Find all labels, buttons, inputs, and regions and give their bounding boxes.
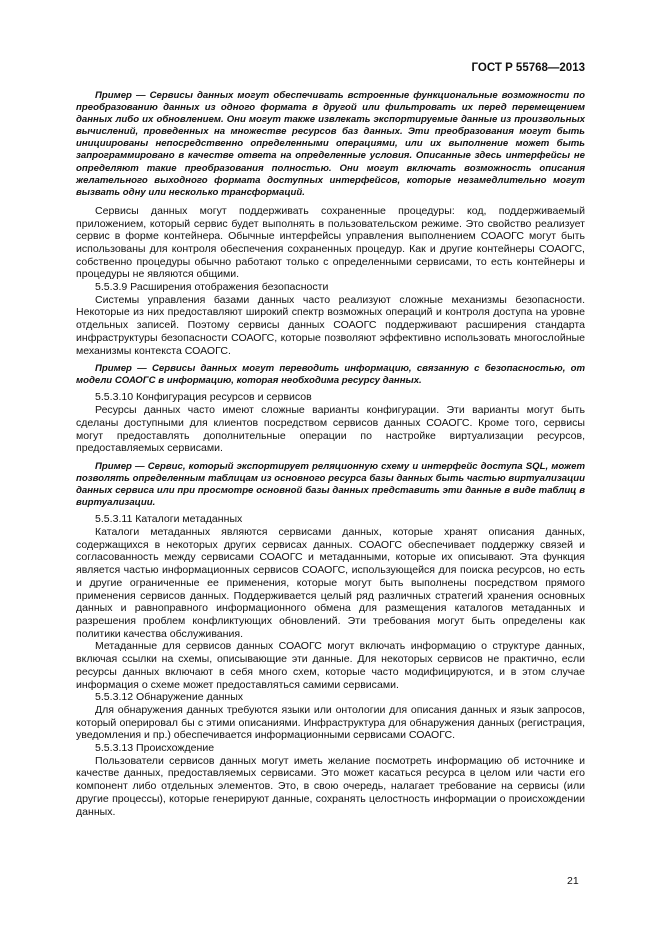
paragraph: Системы управления базами данных часто реализуют сложные механизмы безопасности. Некоторые из них предоставляют широкий спектр возможных операций и контроля доступа на уровне отдельных записей. Поэтому сервисы данных СОАОГС поддерживают расширения стандарта инфраструктуры безопасности СОАОГС, которые позволяют эффективно использовать многослойные механизмы контекста СОАОГС.: [76, 293, 585, 357]
paragraph: Метаданные для сервисов данных СОАОГС могут включать информацию о структуре данных, включая ссылки на схемы, описывающие эти данные. Для некоторых сервисов не практично, если ресурсы данных включают в себя много схем, которые часто модифицируются, и в этом случае информация о схеме может предоставляться самими сервисами.: [76, 640, 585, 691]
section-heading-5-5-3-9: 5.5.3.9 Расширения отображения безопасности: [95, 281, 329, 294]
document-id-header: ГОСТ Р 55768—2013: [471, 62, 585, 74]
example-note: Пример — Сервисы данных могут переводить информацию, связанную с безопасностью, от модели СОАОГС в информацию, которая необходима ресурсу данных.: [76, 363, 585, 387]
page-body: [76, 90, 585, 818]
page-number: 21: [567, 875, 579, 887]
paragraph: Пользователи сервисов данных могут иметь желание посмотреть информацию об источнике и качестве данных, предоставляемых сервисами. Это может касаться ресурса в целом или части его компонент либо отдельных элементов. Это, в свою очередь, налагает требование на сервисы (или другие процессы), которые генерируют данные, сохранять целостность информации о происхождении данных.: [76, 754, 585, 818]
section-heading-5-5-3-13: 5.5.3.13 Происхождение: [95, 742, 215, 755]
example-note: Пример — Сервис, который экспортирует реляционную схему и интерфейс доступа SQL, может позволять определенным таблицам из основного ресурса базы данных быть частью виртуализации данных сервиса или при просмотре основной базы данных представить эти данные в виде таблиц в виртуализации.: [76, 460, 585, 509]
paragraph: Сервисы данных могут поддерживать сохраненные процедуры: код, поддерживаемый приложением, который сервис будет выполнять в пользовательском режиме. Это свойство реализует сервис в форме контейнера. Обычные интерфейсы управления выполнением СОАОГС могут быть использованы для контроля обеспечения сохраненных процедур. Как и другие контейнеры СОАОГС, собственно процедуры обычно работают только с определенными сервисами, то есть контейнеры и процедуры не являются общими.: [76, 204, 585, 281]
paragraph: Ресурсы данных часто имеют сложные варианты конфигурации. Эти варианты могут быть сделаны доступными для клиентов посредством сервисов данных СОАОГС. Кроме того, сервисы могут предоставлять дополнительные операции по настройке виртуализации ресурсов, предоставляемых сервисами.: [76, 404, 585, 455]
paragraph: Каталоги метаданных являются сервисами данных, которые хранят описания данных, содержащихся в некоторых других сервисах данных. СОАОГС обеспечивает поддержку связей и согласованность между сервисами СОАОГС и метаданными, которые их описывают. Эта функция является частью информационных сервисов СОАОГС, использующейся для поиска ресурсов, но есть и другие ограниченные ее применения, которые могут быть выполнены посредством прямого применения сервисов данных. Поддерживается целый ряд различных стратегий хранения основных данных и равноправного информационного обмена для размещения каталогов метаданных и разрешения проблем конфликтующих обновлений. Эти требования могут быть определены как политики качества обслуживания.: [76, 526, 585, 640]
section-heading-5-5-3-11: 5.5.3.11 Каталоги метаданных: [95, 513, 243, 526]
section-heading-5-5-3-10: 5.5.3.10 Конфигурация ресурсов и сервисов: [95, 391, 312, 404]
section-heading-5-5-3-12: 5.5.3.12 Обнаружение данных: [95, 691, 244, 704]
example-note: Пример — Сервисы данных могут обеспечивать встроенные функциональные возможности по преобразованию данных из одного формата в другой или фильтровать их перед перемещением данных либо их обновлением. Они могут также извлекать экспортируемые данные из произвольных вычислений, проведенных на множестве ресурсов баз данных. Эти преобразования могут быть инициированы непосредственно определенными операциями, или их выполнение может быть запрограммировано в качестве ответа на определенные условия. Описанные здесь интерфейсы не определяют такие преобразования полностью. Они могут включать возможность описания желательного выходного формата доступных интерфейсов, которые незамедлительно могут вызвать одну или несколько трансформаций.: [76, 90, 585, 198]
paragraph: Для обнаружения данных требуются языки или онтологии для описания данных и язык запросов, который оперировал бы с этими описаниями. Инфраструктура для обнаружения данных (регистрация, уведомления и пр.) обеспечивается информационными сервисами СОАОГС.: [76, 703, 585, 742]
